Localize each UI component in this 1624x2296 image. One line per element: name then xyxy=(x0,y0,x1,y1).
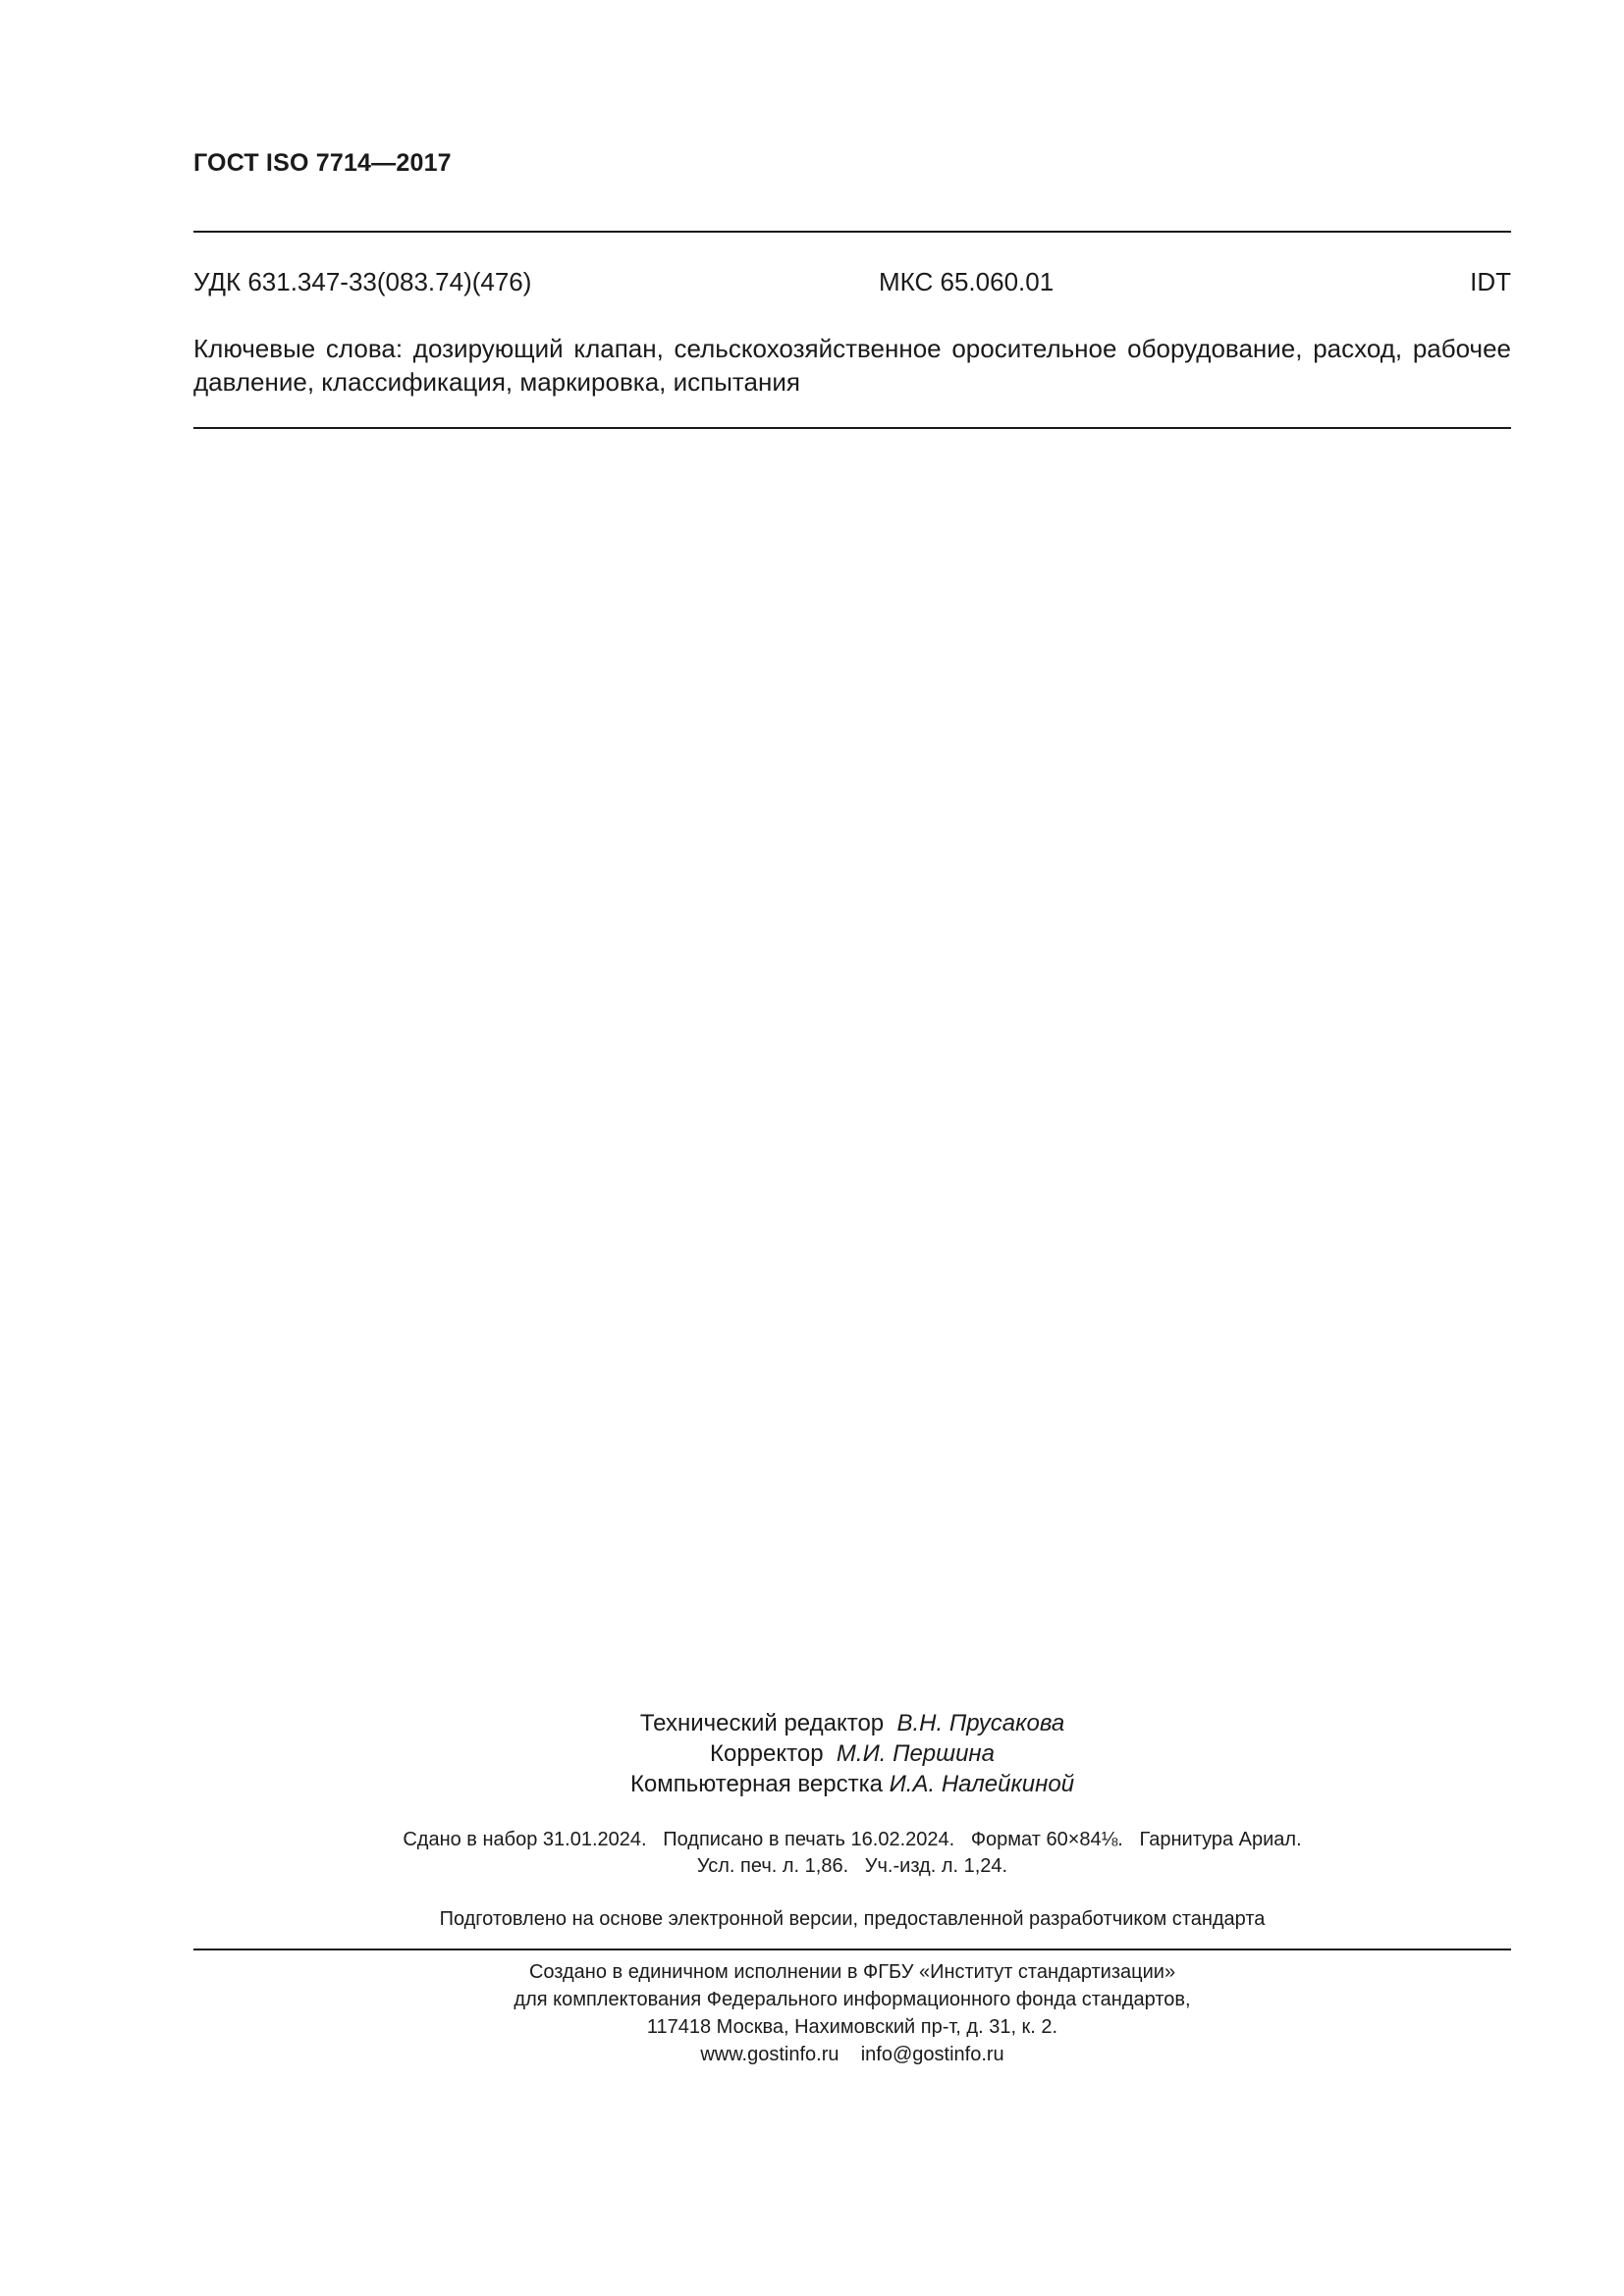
mks-code: МКС 65.060.01 xyxy=(879,267,1055,296)
publisher-contacts: www.gostinfo.ru info@gostinfo.ru xyxy=(700,2044,1004,2065)
publisher-info xyxy=(193,1958,1511,2068)
classification-row xyxy=(193,267,1511,300)
print-info-line-2: Усл. печ. л. 1,86. Уч.-изд. л. 1,24. xyxy=(696,1855,1008,1877)
corrector-label: Корректор xyxy=(710,1740,824,1767)
udk-code: УДК 631.347-33(083.74)(476) xyxy=(193,267,532,296)
tech-editor-name: В.Н. Прусакова xyxy=(896,1710,1065,1736)
editorial-credits xyxy=(193,1708,1511,1799)
prepared-note: Подготовлено на основе электронной версии, предоставленной разработчиком стандарта xyxy=(439,1908,1266,1930)
publisher-line-1: Создано в единичном исполнении в ФГБУ «Институт стандартизации» xyxy=(528,1961,1176,1983)
print-info-line-1: Сдано в набор 31.01.2024. Подписано в печать 16.02.2024. Формат 60×84⅛. Гарнитура Ариал. xyxy=(403,1829,1302,1850)
keywords-paragraph: Ключевые слова: дозирующий клапан, сельскохозяйственное оросительное оборудование, расход, рабочее давление, классификация, маркировка, испытания xyxy=(193,334,1511,397)
publisher-address: 117418 Москва, Нахимовский пр-т, д. 31, к. 2. xyxy=(646,2016,1058,2038)
keywords-divider xyxy=(193,427,1511,429)
bottom-divider xyxy=(193,1949,1511,1950)
tech-editor-line xyxy=(193,1708,1511,1738)
corrector-name: М.И. Першина xyxy=(836,1740,995,1767)
layout-name: И.А. Налейкиной xyxy=(889,1771,1075,1797)
corrector-line xyxy=(193,1738,1511,1769)
layout-line xyxy=(193,1769,1511,1799)
tech-editor-label: Технический редактор xyxy=(639,1710,885,1736)
publisher-line-2: для комплектования Федерального информационного фонда стандартов, xyxy=(514,1989,1191,2010)
layout-label: Компьютерная верстка xyxy=(629,1771,883,1797)
print-info xyxy=(193,1827,1511,1880)
idt-label: IDT xyxy=(1470,267,1511,296)
top-divider xyxy=(193,231,1511,233)
document-code: ГОСТ ISO 7714—2017 xyxy=(193,149,452,177)
